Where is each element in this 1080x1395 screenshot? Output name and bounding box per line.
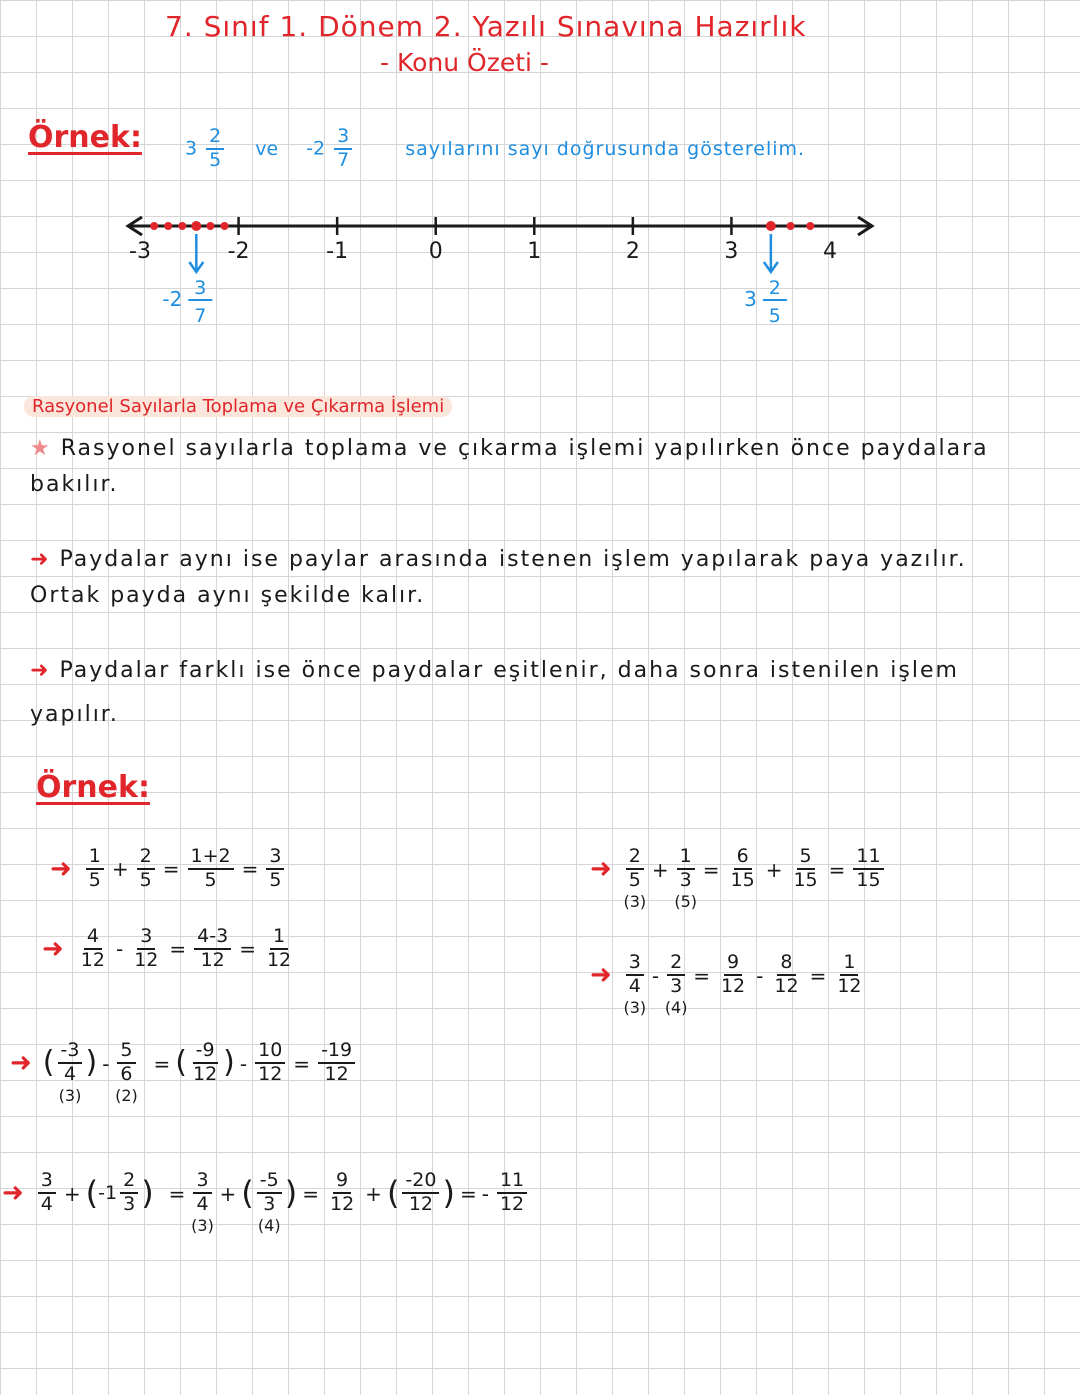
rule-diff-text: Paydalar farklı ise önce paydalar eşitlenir, daha sonra istenilen işlem [59, 658, 959, 683]
frac-den: 12 [134, 948, 159, 971]
frac-num: 9 [724, 952, 742, 976]
frac-num: 3 [626, 952, 644, 976]
equals: = [153, 1052, 171, 1076]
marked-pos-dot [766, 221, 776, 231]
lcd-multiplier: (3) [623, 997, 647, 1017]
arrow-icon: ➜ [42, 933, 64, 964]
example1-frac-a [185, 126, 227, 172]
arrow-icon: ➜ [2, 1178, 24, 1208]
arrow-icon: ➜ [590, 960, 612, 990]
operator: + [365, 1182, 382, 1206]
marked-neg-dot [191, 221, 201, 231]
frac-num: -19 [318, 1040, 355, 1064]
number-line-label: 3 [724, 239, 739, 264]
frac-den: 5 [88, 868, 101, 891]
paren-close: ) [284, 1173, 298, 1212]
star-icon: ★ [30, 436, 52, 461]
page-subtitle: - Konu Özeti - [380, 48, 549, 77]
lcd-multiplier: (3) [191, 1215, 214, 1235]
frac-den: 12 [837, 974, 862, 997]
frac-den: 15 [730, 868, 755, 891]
lcd-multiplier: (2) [115, 1085, 138, 1105]
number-line-label: 1 [527, 239, 542, 264]
frac-den: 4 [40, 1192, 53, 1215]
frac-num: 1+2 [188, 846, 234, 870]
operator: - [115, 936, 124, 961]
operator: + [63, 1182, 81, 1206]
frac-den: 5 [269, 868, 282, 891]
operator: + [219, 1182, 237, 1206]
frac-den: 12 [408, 1192, 434, 1215]
operator: - [239, 1052, 248, 1076]
equals: = [241, 856, 259, 881]
equals: = [168, 1182, 186, 1206]
paren-open: ( [42, 1045, 55, 1081]
frac-num: 1 [677, 846, 695, 870]
frac-num: 8 [777, 952, 795, 976]
number-line [0, 190, 1080, 340]
rule-star [30, 436, 989, 461]
marked-neg-den: 7 [194, 305, 207, 327]
frac-num: -9 [193, 1040, 218, 1064]
equals: = [162, 856, 180, 881]
equals: = [239, 936, 256, 961]
result-sign: - [481, 1182, 489, 1206]
frac-den: 3 [263, 1192, 276, 1215]
frac-den: 12 [80, 948, 105, 971]
rule-diff-cont: yapılır. [30, 702, 119, 727]
frac-a-den: 5 [209, 148, 222, 171]
operator: + [111, 856, 129, 881]
frac-b-num: 3 [334, 126, 352, 150]
equals: = [293, 1052, 311, 1076]
operator: + [651, 858, 669, 882]
paren-close: ) [141, 1173, 154, 1212]
section-heading-text: Rasyonel Sayılarla Toplama ve Çıkarma İşlemi [24, 396, 452, 417]
operator: - [651, 964, 660, 988]
frac-den: 12 [200, 948, 225, 971]
frac-b-den: 7 [337, 148, 350, 171]
equals: = [693, 964, 710, 988]
frac-num: 3 [193, 1170, 211, 1194]
frac-num: 6 [734, 846, 752, 870]
frac-num: 11 [853, 846, 883, 870]
number-line-label: 2 [625, 239, 640, 264]
equation-2 [42, 926, 297, 972]
number-line-label: -2 [227, 239, 250, 264]
paren-close: ) [223, 1045, 235, 1081]
frac-num: 4-3 [194, 926, 231, 950]
arrow-icon: ➜ [30, 547, 51, 572]
frac-den: 12 [192, 1062, 218, 1085]
operator: - [756, 964, 764, 988]
frac-num: 5 [117, 1040, 135, 1064]
rule-same-text: Paydalar aynı ise paylar arasında istenen işlem yapılarak paya yazılır. [59, 547, 967, 572]
marked-neg-num: 3 [194, 277, 207, 299]
rule-diff [30, 658, 959, 683]
frac-den: 15 [793, 868, 818, 891]
frac-den: 6 [120, 1062, 133, 1085]
number-line-label: -3 [129, 239, 151, 264]
frac-num: 2 [137, 846, 155, 870]
frac-a-num: 2 [206, 126, 224, 150]
frac-num: 3 [137, 926, 155, 950]
example1-text: sayılarını sayı doğrusunda gösterelim. [405, 137, 806, 160]
paren-open: ( [175, 1045, 187, 1081]
frac-den: 12 [329, 1192, 355, 1215]
frac-den: 5 [139, 868, 152, 891]
rule-star-text: Rasyonel sayılarla toplama ve çıkarma işlemi yapılırken önce paydalara [60, 436, 989, 461]
frac-a-whole: 3 [185, 137, 198, 160]
operator: + [765, 858, 783, 882]
example1-label: Örnek: [28, 120, 142, 155]
paren-open: ( [85, 1173, 99, 1212]
example1-frac-b [306, 126, 355, 172]
number-line-label: -1 [326, 239, 349, 264]
example1-conj: ve [255, 137, 279, 160]
subdivision-dot [164, 222, 172, 230]
frac-den: 4 [196, 1192, 209, 1215]
equation-3 [590, 846, 887, 911]
operator: - [102, 1052, 110, 1076]
paren-open: ( [386, 1173, 400, 1212]
arrow-icon: ➜ [10, 1048, 32, 1078]
equals: = [809, 964, 827, 988]
lcd-multiplier: (3) [58, 1085, 82, 1105]
equation-4 [590, 952, 868, 1017]
frac-den: 3 [679, 868, 692, 891]
frac-num: -3 [58, 1040, 83, 1064]
equals: = [459, 1182, 477, 1206]
subdivision-dot [178, 222, 186, 230]
frac-num: 1 [270, 926, 288, 950]
paren-open: ( [241, 1173, 254, 1212]
equation-5 [10, 1040, 358, 1105]
subdivision-dot [150, 222, 158, 230]
frac-num: 5 [797, 846, 815, 870]
subdivision-dot [787, 222, 795, 230]
example1-statement [185, 126, 805, 172]
section-heading [24, 396, 452, 417]
frac-den: 4 [628, 974, 641, 997]
example2-label: Örnek: [36, 770, 150, 805]
frac-den: 4 [63, 1062, 77, 1085]
frac-num: 10 [255, 1040, 285, 1064]
frac-num: 2 [626, 846, 644, 870]
marked-pos-den: 5 [768, 305, 781, 327]
lcd-multiplier: (4) [664, 997, 688, 1017]
frac-den: 12 [499, 1192, 525, 1215]
lcd-multiplier: (5) [674, 891, 698, 911]
frac-den: 5 [204, 868, 217, 891]
frac-num: 1 [840, 952, 858, 976]
frac-num: 3 [38, 1170, 56, 1194]
frac-num: 2 [120, 1170, 138, 1194]
paren-close: ) [85, 1045, 98, 1081]
frac-den: 12 [774, 974, 799, 997]
frac-num: 11 [497, 1170, 527, 1194]
frac-den: 5 [628, 868, 641, 891]
frac-den: 12 [720, 974, 746, 997]
frac-num: 3 [266, 846, 284, 870]
equals: = [702, 858, 720, 882]
frac-den: 3 [670, 974, 683, 997]
subdivision-dot [206, 222, 214, 230]
frac-num: 9 [333, 1170, 351, 1194]
frac-den: 15 [856, 868, 881, 891]
arrow-icon: ➜ [590, 854, 612, 884]
marked-neg-whole: -2 [162, 287, 183, 311]
frac-num: 4 [84, 926, 102, 950]
equals: = [169, 936, 187, 961]
rule-same-cont: Ortak payda aynı şekilde kalır. [30, 583, 426, 608]
subdivision-dot [806, 222, 814, 230]
marked-pos-num: 2 [768, 277, 781, 299]
frac-den: 12 [258, 1062, 283, 1085]
paren-close: ) [442, 1173, 455, 1212]
frac-den: 3 [123, 1192, 136, 1215]
subdivision-dot [220, 222, 228, 230]
mixed-whole: -1 [98, 1181, 118, 1204]
equation-6 [2, 1170, 530, 1235]
arrow-icon: ➜ [50, 853, 72, 884]
page-title: 7. Sınıf 1. Dönem 2. Yazılı Sınavına Hazırlık [165, 10, 807, 43]
equals: = [302, 1182, 319, 1206]
lcd-multiplier: (3) [623, 891, 647, 911]
frac-num: 1 [86, 846, 104, 870]
arrow-icon: ➜ [30, 658, 51, 683]
equals: = [828, 858, 846, 882]
frac-num: -5 [257, 1170, 282, 1194]
frac-den: 12 [266, 948, 292, 971]
number-line-label: 4 [823, 239, 837, 264]
rule-same [30, 547, 967, 572]
frac-num: -20 [402, 1170, 439, 1194]
frac-den: 12 [324, 1062, 349, 1085]
equation-1 [50, 846, 287, 892]
frac-b-whole: -2 [306, 137, 326, 160]
lcd-multiplier: (4) [257, 1215, 281, 1235]
marked-pos-whole: 3 [744, 287, 757, 311]
rule-star-cont: bakılır. [30, 472, 119, 497]
frac-num: 2 [667, 952, 685, 976]
number-line-label: 0 [428, 239, 443, 264]
